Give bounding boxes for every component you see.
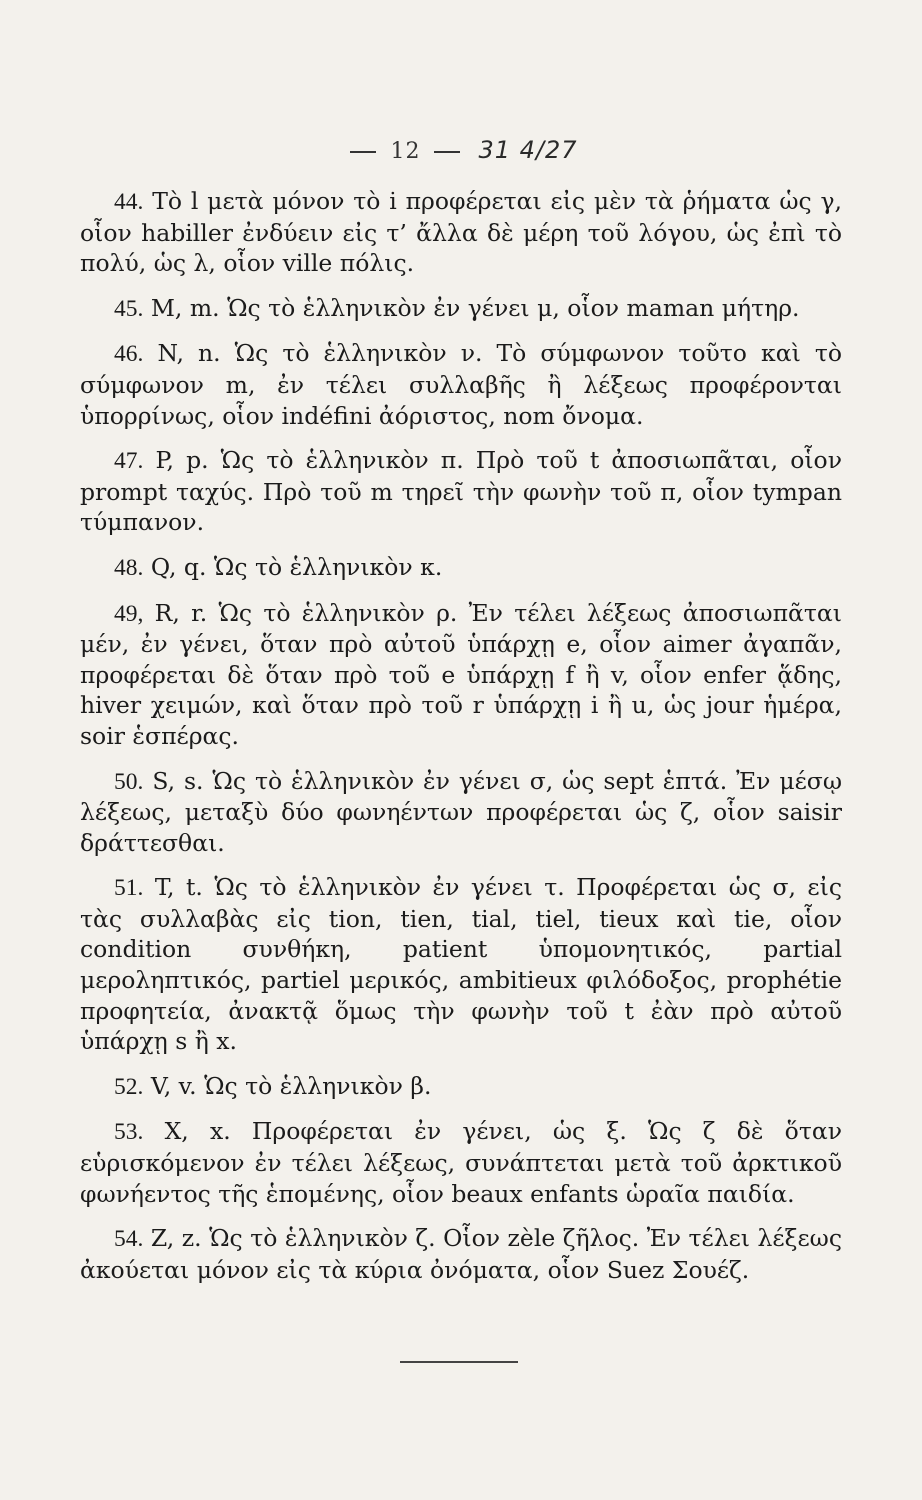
closing-rule — [400, 1361, 518, 1363]
paragraph-44 — [80, 186, 842, 279]
paragraph-53 — [80, 1116, 842, 1209]
paragraph-51 — [80, 872, 842, 1057]
paragraph-50 — [80, 766, 842, 859]
header-dash — [434, 151, 460, 153]
page-header — [0, 136, 922, 164]
paragraph-number: 50. — [114, 768, 144, 795]
paragraph-47 — [80, 445, 842, 538]
paragraph-49 — [80, 598, 842, 752]
paragraph-54 — [80, 1223, 842, 1285]
paragraph-52 — [80, 1071, 842, 1103]
paragraph-number: 45. — [114, 295, 144, 322]
paragraph-48 — [80, 552, 842, 584]
paragraph-text: T, t. Ὡς τὸ ἑλληνικὸν ἐν γένει τ. Προφέρεται ὡς σ, εἰς τὰς συλλαβὰς εἰς tion, tien, tial, tiel, tieux καὶ tie, οἷον condition συνθήκη, patient ὑπομονητικός, partial μεροληπτικός, partiel μερικός, ambitieux φιλόδοξος, prophétie προφητεία, ἀνακτᾷ ὅμως τὴν φωνὴν τοῦ t ἐὰν πρὸ αὐτοῦ ὑπάρχῃ s ἢ x. — [80, 873, 842, 1056]
paragraph-number: 54. — [114, 1226, 144, 1253]
paragraph-number: 44. — [114, 189, 144, 215]
paragraph-text: S, s. Ὡς τὸ ἑλληνικὸν ἐν γένει σ, ὡς sept ἑπτά. Ἐν μέσῳ λέξεως, μεταξὺ δύο φωνηέντων προφέρεται ὡς ζ, οἷον saisir δράττεσθαι. — [80, 766, 842, 857]
paragraph-number: 48. — [114, 554, 144, 581]
page-number: 12 — [390, 139, 421, 164]
paragraph-text: V, v. Ὡς τὸ ἑλληνικὸν β. — [150, 1071, 432, 1100]
paragraph-number: 49, — [114, 600, 144, 627]
header-dash — [350, 151, 376, 153]
paragraph-46 — [80, 338, 842, 431]
paragraph-text: Z, z. Ὡς τὸ ἑλληνικὸν ζ. Οἷον zèle ζῆλος. Ἐν τέλει λέξεως ἀκούεται μόνον εἰς τὰ κύρια ὀνόματα, οἷον Suez Σουέζ. — [80, 1224, 842, 1284]
paragraph-text: R, r. Ὡς τὸ ἑλληνικὸν ρ. Ἐν τέλει λέξεως ἀποσιωπᾶται μέν, ἐν γένει, ὅταν πρὸ αὐτοῦ ὑπάρχῃ e, οἷον aimer ἀγαπᾶν, προφέρεται δὲ ὅταν πρὸ τοῦ e ὑπάρχῃ f ἢ v, οἷον enfer ᾅδης, hiver χειμών, καὶ ὅταν πρὸ τοῦ r ὑπάρχῃ i ἢ u, ὡς jour ἡμέρα, soir ἑσπέρας. — [80, 598, 842, 750]
paragraph-number: 51. — [114, 875, 144, 902]
paragraph-text: Τὸ l μετὰ μόνον τὸ i προφέρεται εἰς μὲν τὰ ῥήματα ὡς γ, οἷον habiller ἐνδύειν εἰς τ’ ἄλλα δὲ μέρη τοῦ λόγου, ὡς ἐπὶ τὸ πολύ, ὡς λ, οἷον ville πόλις. — [80, 187, 842, 278]
handwritten-annotation: 31 4/27 — [478, 136, 578, 164]
paragraph-text: Q, q. Ὡς τὸ ἑλληνικὸν κ. — [150, 552, 443, 581]
paragraph-45 — [80, 293, 842, 325]
paragraph-text: P, p. Ὡς τὸ ἑλληνικὸν π. Πρὸ τοῦ t ἀποσιωπᾶται, οἷον prompt ταχύς. Πρὸ τοῦ m τηρεῖ τὴν φωνὴν τοῦ π, οἷον tympan τύμπανον. — [80, 446, 842, 537]
paragraph-number: 53. — [114, 1119, 144, 1146]
paragraph-number: 47. — [114, 448, 144, 475]
paragraph-number: 46. — [114, 341, 144, 368]
paragraph-number: 52. — [114, 1073, 144, 1100]
paragraph-text: M, m. Ὡς τὸ ἑλληνικὸν ἐν γένει μ, οἷον maman μήτηρ. — [150, 293, 800, 322]
paragraph-text: X, x. Προφέρεται ἐν γένει, ὡς ξ. Ὡς ζ δὲ ὅταν εὑρισκόμενον ἐν τέλει λέξεως, συνάπτεται μετὰ τοῦ ἀρκτικοῦ φωνήεντος τῆς ἑπομένης, οἷον beaux enfants ὡραῖα παιδία. — [80, 1117, 842, 1208]
body-text — [80, 186, 842, 1299]
paragraph-text: N, n. Ὡς τὸ ἑλληνικὸν ν. Τὸ σύμφωνον τοῦτο καὶ τὸ σύμφωνον m, ἐν τέλει συλλαβῆς ἢ λέξεως προφέρονται ὑπορρίνως, οἷον indéfini ἀόριστος, nom ὄνομα. — [80, 339, 842, 430]
